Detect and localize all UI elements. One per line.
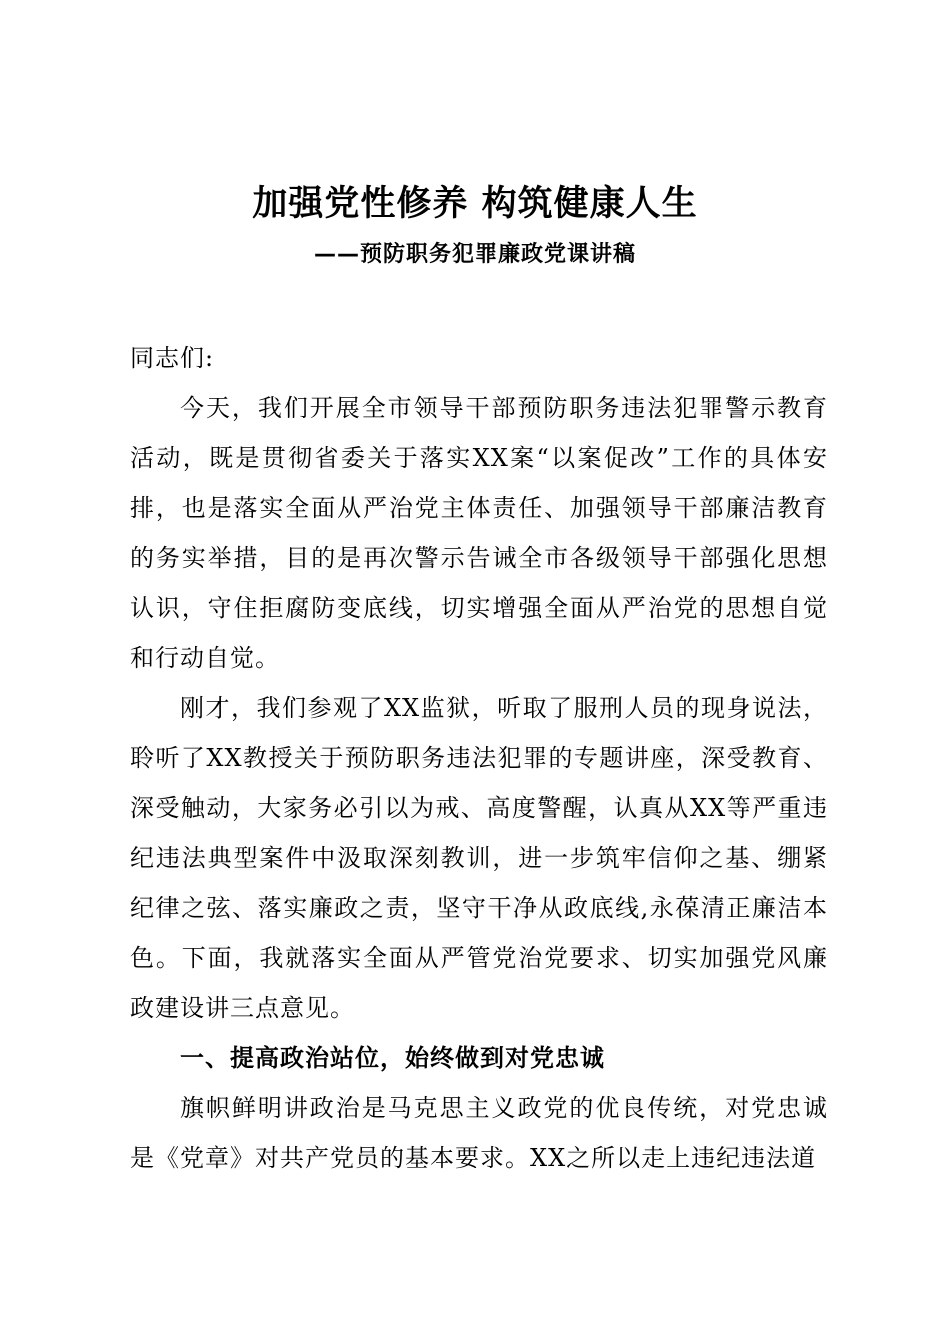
paragraph-opening: 今天，我们开展全市领导干部预防职务违法犯罪警示教育活动，既是贯彻省委关于落实XX案“以案促改”工作的具体安排，也是落实全面从严治党主体责任、加强领导干部廉洁教育的务实举措，目的是再次警示告诫全市各级领导干部强化思想认识，守住拒腐防变底线，切实增强全面从严治党的思想自觉和行动自觉。 xyxy=(130,394,828,672)
document-title: 加强党性修养 构筑健康人生 xyxy=(252,183,698,224)
paragraph-visit: 刚才，我们参观了XX监狱，听取了服刑人员的现身说法，聆听了XX教授关于预防职务违法犯罪的专题讲座，深受教育、深受触动，大家务必引以为戒、高度警醒，认真从XX等严重违纪违法典型案件中汲取深刻教训，进一步筑牢信仰之基、绷紧纪律之弦、落实廉政之责，坚守干净从政底线,永葆清正廉洁本色。下面，我就落实全面从严管党治党要求、切实加强党风廉政建设讲三点意见。 xyxy=(130,694,828,1022)
section-paragraph: 旗帜鲜明讲政治是马克思主义政党的优良传统，对党忠诚是《党章》对共产党员的基本要求。XX之所以走上违纪违法道 xyxy=(130,1094,828,1172)
salutation: 同志们: xyxy=(130,344,215,372)
section-heading: 一、提高政治站位，始终做到对党忠诚 xyxy=(180,1044,605,1072)
document-subtitle: ——预防职务犯罪廉政党课讲稿 xyxy=(313,242,636,267)
document-body xyxy=(130,333,828,1183)
